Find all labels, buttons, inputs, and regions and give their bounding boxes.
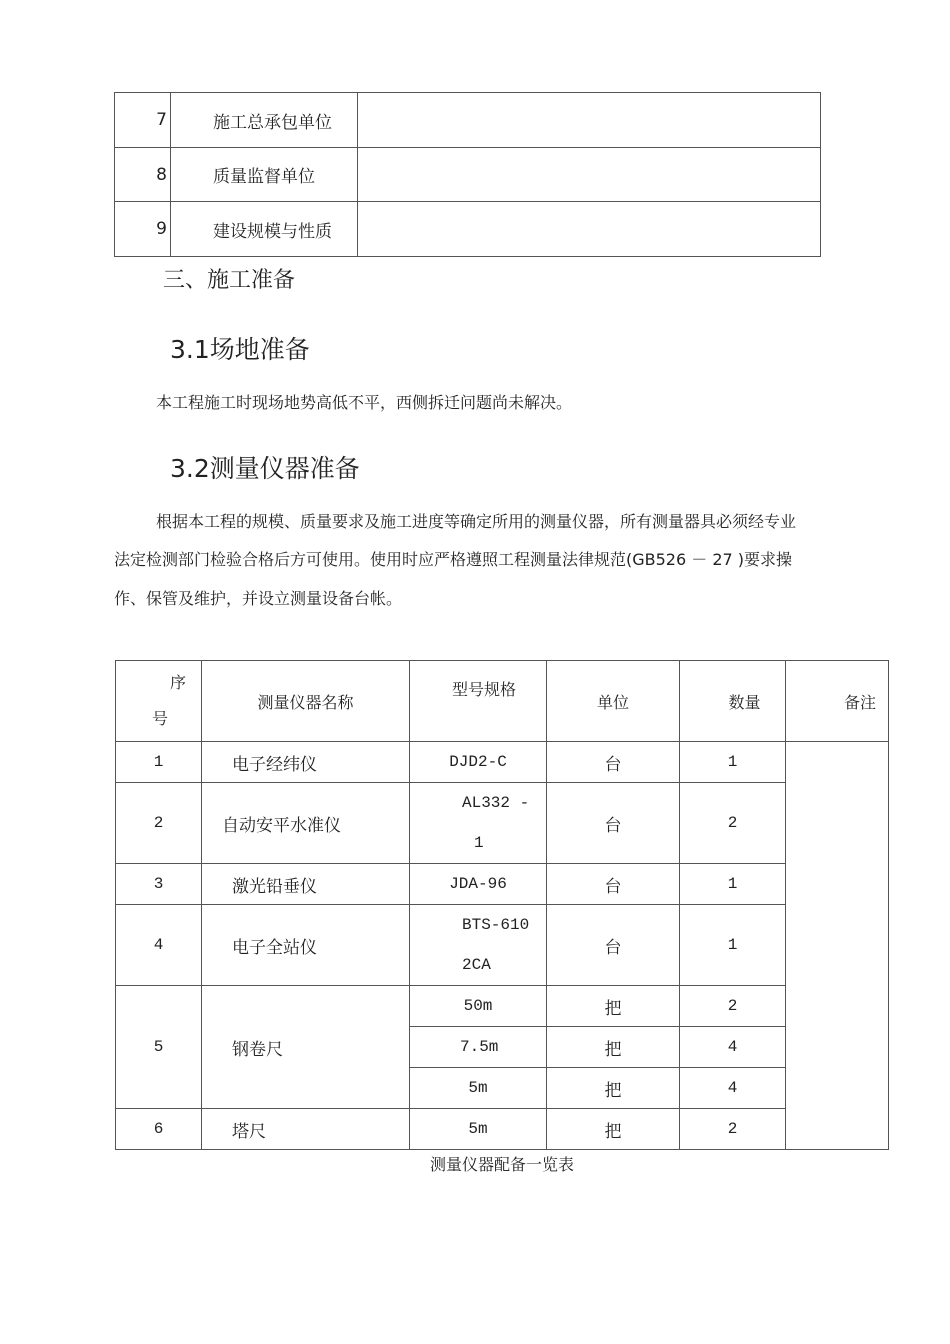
project-info-table <box>114 92 821 257</box>
cell-qty: 2 <box>680 986 786 1027</box>
header-remark: 备注 <box>786 661 889 742</box>
cell-qty: 2 <box>680 1109 786 1150</box>
header-no-line: 号 <box>152 709 169 728</box>
row-value <box>358 148 821 202</box>
cell-model: 5m <box>410 1109 547 1150</box>
table-row <box>116 1109 889 1150</box>
table-row <box>115 93 821 148</box>
row-number: 8 <box>115 148 171 202</box>
section-heading: 三、施工准备 <box>163 268 296 293</box>
cell-qty: 1 <box>680 905 786 986</box>
cell-name: 自动安平水准仪 <box>202 783 410 864</box>
cell-model-line: AL332 - <box>462 794 530 812</box>
cell-model-line: BTS-610 <box>462 916 530 934</box>
cell-no: 4 <box>116 905 202 986</box>
cell-model-line: 1 <box>474 834 484 852</box>
cell-model: 5m <box>410 1068 547 1109</box>
subsection-heading-site: 3.1场地准备 <box>170 335 310 364</box>
subsection-heading-instruments: 3.2测量仪器准备 <box>170 454 360 483</box>
cell-name: 电子全站仪 <box>202 905 410 986</box>
cell-unit: 把 <box>547 1109 680 1150</box>
cell-unit: 把 <box>547 1068 680 1109</box>
header-unit: 单位 <box>547 661 680 742</box>
cell-no: 2 <box>116 783 202 864</box>
cell-unit: 台 <box>547 905 680 986</box>
cell-qty: 1 <box>680 864 786 905</box>
cell-unit: 把 <box>547 986 680 1027</box>
cell-model-line: 2CA <box>462 956 491 974</box>
cell-qty: 2 <box>680 783 786 864</box>
row-item: 质量监督单位 <box>171 148 358 202</box>
cell-model: 50m <box>410 986 547 1027</box>
cell-unit: 把 <box>547 1027 680 1068</box>
cell-model <box>410 905 547 986</box>
cell-unit: 台 <box>547 864 680 905</box>
header-no-line: 序 <box>170 673 187 692</box>
cell-name: 激光铅垂仪 <box>202 864 410 905</box>
table-row <box>116 986 889 1027</box>
table-row <box>115 202 821 257</box>
cell-name: 钢卷尺 <box>202 986 410 1109</box>
cell-name: 电子经纬仪 <box>202 742 410 783</box>
row-item: 建设规模与性质 <box>171 202 358 257</box>
cell-model: JDA-96 <box>410 864 547 905</box>
cell-qty: 4 <box>680 1068 786 1109</box>
cell-model: 7.5m <box>410 1027 547 1068</box>
header-no <box>116 661 202 742</box>
cell-model <box>410 783 547 864</box>
cell-model: DJD2-C <box>410 742 547 783</box>
instrument-table <box>115 660 889 1150</box>
site-paragraph: 本工程施工时现场地势高低不平，西侧拆迁问题尚未解决。 <box>156 393 573 412</box>
table-header-row <box>116 661 889 742</box>
table-caption: 测量仪器配备一览表 <box>429 1155 574 1174</box>
row-number: 9 <box>115 202 171 257</box>
cell-qty: 4 <box>680 1027 786 1068</box>
cell-unit: 台 <box>547 742 680 783</box>
table-row <box>115 148 821 202</box>
row-value <box>358 93 821 148</box>
row-item: 施工总承包单位 <box>171 93 358 148</box>
table-row <box>116 864 889 905</box>
cell-no: 6 <box>116 1109 202 1150</box>
row-value <box>358 202 821 257</box>
header-model: 型号规格 <box>410 661 547 742</box>
header-qty: 数量 <box>680 661 786 742</box>
table-row <box>116 783 889 864</box>
cell-qty: 1 <box>680 742 786 783</box>
table-row <box>116 905 889 986</box>
cell-no: 5 <box>116 986 202 1109</box>
instruments-paragraph-line: 作、保管及维护，并设立测量设备台帐。 <box>114 589 403 608</box>
cell-remark <box>786 742 889 1150</box>
cell-unit: 台 <box>547 783 680 864</box>
row-number: 7 <box>115 93 171 148</box>
header-name: 测量仪器名称 <box>202 661 410 742</box>
instruments-paragraph-line: 法定检测部门检验合格后方可使用。使用时应严格遵照工程测量法律规范(GB526 － 27 )要求操 <box>114 550 793 569</box>
instruments-paragraph-line: 根据本工程的规模、质量要求及施工进度等确定所用的测量仪器，所有测量器具必须经专业 <box>156 512 797 531</box>
table-row <box>116 742 889 783</box>
cell-name: 塔尺 <box>202 1109 410 1150</box>
cell-no: 1 <box>116 742 202 783</box>
cell-no: 3 <box>116 864 202 905</box>
